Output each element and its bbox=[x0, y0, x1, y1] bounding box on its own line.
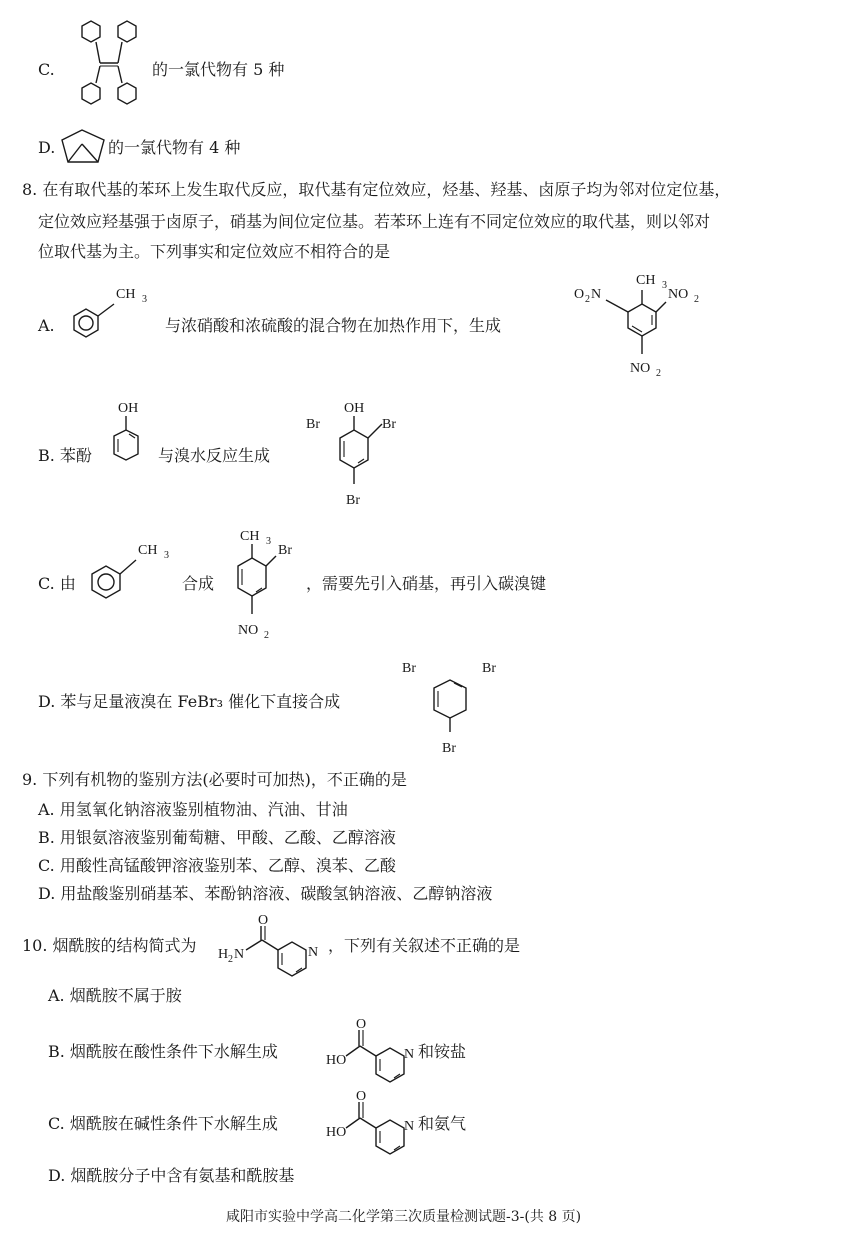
svg-text:H: H bbox=[218, 947, 229, 962]
q7-option-d-text: 的一氯代物有 4 种 bbox=[108, 138, 241, 157]
svg-text:N: N bbox=[234, 947, 245, 962]
svg-text:NO: NO bbox=[668, 287, 689, 302]
q10-option-b-post: 和铵盐 bbox=[418, 1042, 467, 1061]
svg-text:OH: OH bbox=[344, 401, 365, 416]
q10-stem-post: ，下列有关叙述不正确的是 bbox=[328, 936, 521, 955]
toluene-structure-a bbox=[62, 280, 162, 350]
svg-text:HO: HO bbox=[326, 1125, 347, 1140]
q9-option-a: A. 用氢氧化钠溶液鉴别植物油、汽油、甘油 bbox=[38, 800, 348, 819]
q7-option-c-label: C. bbox=[38, 60, 55, 79]
toluene-structure-c bbox=[84, 534, 184, 604]
q10-option-a: A. 烟酰胺不属于胺 bbox=[48, 986, 182, 1005]
svg-text:Br: Br bbox=[346, 493, 360, 508]
svg-text:N: N bbox=[591, 287, 602, 302]
svg-text:CH: CH bbox=[636, 273, 656, 288]
svg-text:O: O bbox=[356, 1089, 367, 1104]
q8-stem-line3: 位取代基为主。下列事实和定位效应不相符合的是 bbox=[38, 242, 391, 261]
nicotinamide-structure bbox=[216, 910, 328, 980]
q8-option-c-text: ，需要先引入硝基，再引入碳溴键 bbox=[306, 574, 547, 593]
bromo-nitrotoluene-structure bbox=[218, 522, 308, 644]
svg-text:OH: OH bbox=[118, 401, 139, 416]
q9-option-c: C. 用酸性高锰酸钾溶液鉴别苯、乙醇、溴苯、乙酸 bbox=[38, 856, 396, 875]
svg-text:2: 2 bbox=[228, 954, 233, 965]
svg-text:Br: Br bbox=[402, 661, 416, 676]
q8-option-b-text: 与溴水反应生成 bbox=[158, 446, 271, 465]
q10-option-c-pre: C. 烟酰胺在碱性条件下水解生成 bbox=[48, 1114, 278, 1133]
nicotinic-acid-structure-c bbox=[324, 1084, 424, 1156]
tribromophenol-structure bbox=[300, 396, 412, 514]
q8-option-c-mid: 合成 bbox=[182, 574, 215, 593]
svg-text:O: O bbox=[356, 1017, 367, 1032]
svg-text:NO: NO bbox=[630, 361, 651, 376]
svg-text:Br: Br bbox=[306, 417, 320, 432]
svg-text:HO: HO bbox=[326, 1053, 347, 1068]
svg-text:Br: Br bbox=[382, 417, 396, 432]
q8-stem-line1: 8. 在有取代基的苯环上发生取代反应，取代基有定位效应，烃基、羟基、卤原子均为邻对位定位基， bbox=[22, 180, 731, 199]
svg-text:3: 3 bbox=[662, 280, 667, 291]
svg-text:O: O bbox=[574, 287, 585, 302]
svg-text:3: 3 bbox=[164, 550, 169, 561]
page-footer: 咸阳市实验中学高二化学第三次质量检测试题-3-(共 8 页) bbox=[226, 1209, 582, 1225]
tnt-structure bbox=[572, 262, 712, 390]
q9-stem: 9. 下列有机物的鉴别方法(必要时可加热)，不正确的是 bbox=[22, 770, 407, 789]
svg-text:NO: NO bbox=[238, 623, 259, 638]
q8-stem-line2: 定位效应羟基强于卤原子，硝基为间位定位基。若苯环上连有不同定位效应的取代基，则以邻对 bbox=[38, 212, 711, 231]
tribromobenzene-structure bbox=[396, 652, 516, 760]
svg-text:2: 2 bbox=[585, 294, 590, 305]
svg-text:CH: CH bbox=[240, 529, 260, 544]
svg-text:Br: Br bbox=[442, 741, 456, 756]
q8-option-d-text: D. 苯与足量液溴在 FeBr₃ 催化下直接合成 bbox=[38, 692, 341, 711]
svg-text:2: 2 bbox=[694, 294, 699, 305]
phenol-structure bbox=[100, 396, 150, 476]
q8-option-c-label: C. 由 bbox=[38, 574, 76, 593]
q7-option-d-label: D. bbox=[38, 138, 56, 157]
svg-text:CH: CH bbox=[138, 543, 158, 558]
q8-option-a-label: A. bbox=[38, 316, 55, 335]
label-ch3: CH bbox=[116, 287, 136, 302]
svg-text:Br: Br bbox=[278, 543, 292, 558]
svg-text:N: N bbox=[404, 1119, 415, 1134]
q10-option-c-post: 和氨气 bbox=[418, 1114, 467, 1133]
norbornane-structure bbox=[58, 126, 110, 170]
q8-option-b-label: B. 苯酚 bbox=[38, 446, 92, 465]
q8-option-a-text: 与浓硝酸和浓硫酸的混合物在加热作用下，生成 bbox=[165, 316, 502, 335]
q10-option-b-pre: B. 烟酰胺在酸性条件下水解生成 bbox=[48, 1042, 278, 1061]
svg-text:2: 2 bbox=[264, 630, 269, 641]
svg-text:N: N bbox=[404, 1047, 415, 1062]
svg-text:Br: Br bbox=[482, 661, 496, 676]
q7-option-c-text: 的一氯代物有 5 种 bbox=[152, 60, 285, 79]
tetraphenylethylene-structure bbox=[60, 10, 155, 115]
svg-text:3: 3 bbox=[142, 294, 147, 305]
svg-text:O: O bbox=[258, 913, 269, 928]
q10-option-d: D. 烟酰胺分子中含有氨基和酰胺基 bbox=[48, 1166, 295, 1185]
svg-text:N: N bbox=[308, 945, 319, 960]
q9-option-d: D. 用盐酸鉴别硝基苯、苯酚钠溶液、碳酸氢钠溶液、乙醇钠溶液 bbox=[38, 884, 493, 903]
q9-option-b: B. 用银氨溶液鉴别葡萄糖、甲酸、乙酸、乙醇溶液 bbox=[38, 828, 396, 847]
nicotinic-acid-structure-b bbox=[324, 1012, 424, 1084]
svg-text:2: 2 bbox=[656, 368, 661, 379]
q10-stem-pre: 10. 烟酰胺的结构简式为 bbox=[22, 936, 197, 955]
svg-text:3: 3 bbox=[266, 536, 271, 547]
